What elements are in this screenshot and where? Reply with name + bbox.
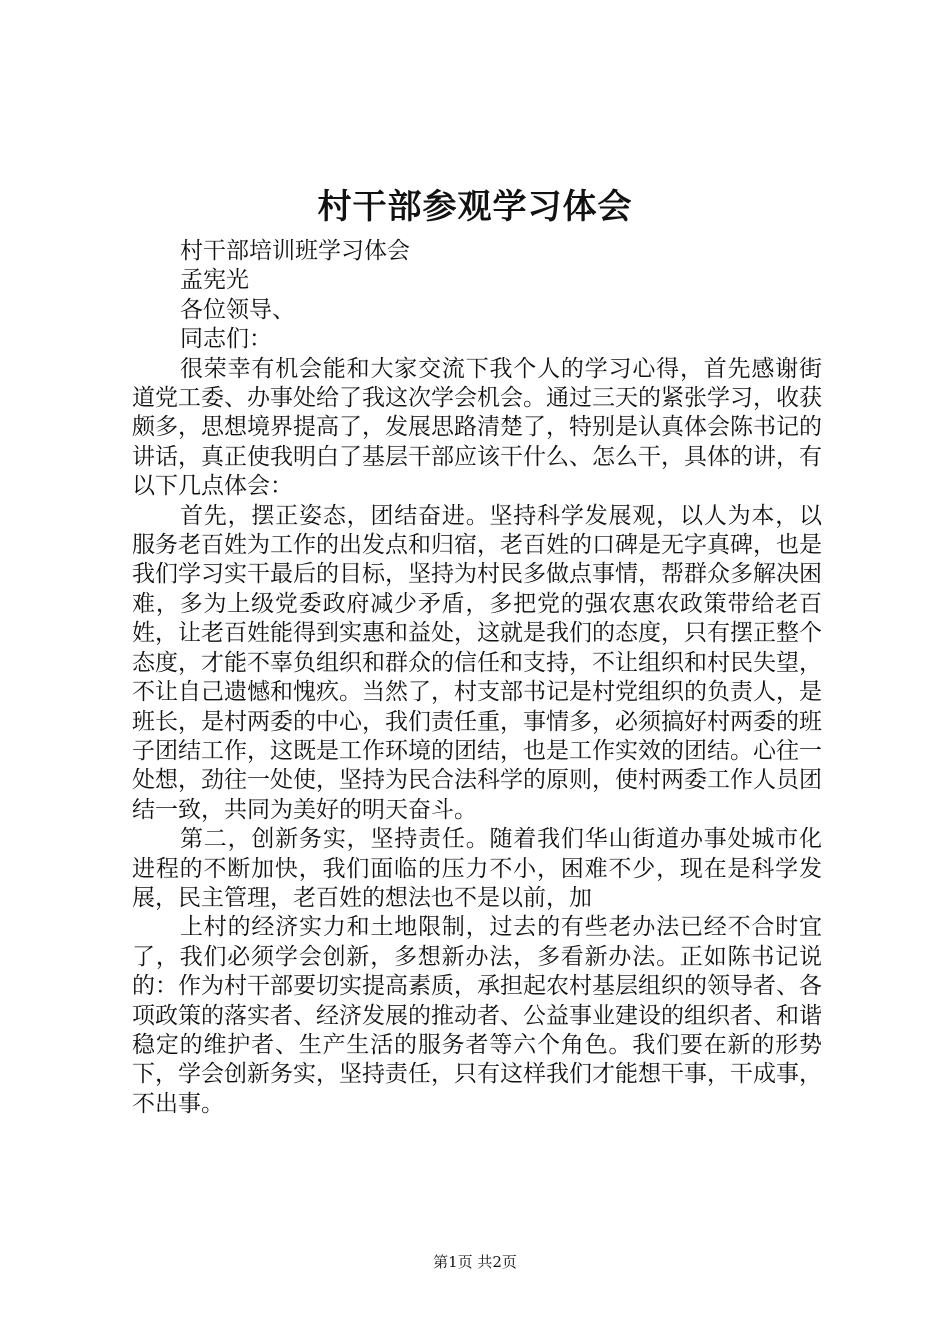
page-number-footer: 第1页 共2页 <box>433 1253 517 1271</box>
subtitle-line: 村干部培训班学习体会 <box>180 238 410 264</box>
document-body <box>132 237 822 1119</box>
salutation-line: 各位领导、 <box>180 296 295 323</box>
salutation-line: 同志们： <box>180 326 272 353</box>
body-paragraph: 第二，创新务实，坚持责任。随着我们华山街道办事处城市化进程的不断加快，我们面临的压力不小，困难不少，现在是科学发展，民主管理，老百姓的想法也不是以前，加 <box>132 826 822 911</box>
body-paragraph: 上村的经济实力和土地限制，过去的有些老办法已经不合时宜了，我们必须学会创新，多想新办法，多看新办法。正如陈书记说的：作为村干部要切实提高素质，承担起农村基层组织的领导者、各项政策的落实者、经济发展的推动者、公益事业建设的组织者、和谐稳定的维护者、生产生活的服务者等六个角色。我们要在新的形势下，学会创新务实，坚持责任，只有这样我们才能想干事，干成事，不出事。 <box>132 914 822 1117</box>
body-paragraph: 首先，摆正姿态，团结奋进。坚持科学发展观，以人为本，以服务老百姓为工作的出发点和归宿，老百姓的口碑是无字真碑，也是我们学习实干最后的目标，坚持为村民多做点事情，帮群众多解决困难，多为上级党委政府减少矛盾，多把党的强农惠农政策带给老百姓，让老百姓能得到实惠和益处，这就是我们的态度，只有摆正整个态度，才能不辜负组织和群众的信任和支持，不让组织和村民失望，不让自己遗憾和愧疚。当然了，村支部书记是村党组织的负责人，是班长，是村两委的中心，我们责任重，事情多，必须搞好村两委的班子团结工作，这既是工作环境的团结，也是工作实效的团结。心往一处想，劲往一处使，坚持为民合法科学的原则，使村两委工作人员团结一致，共同为美好的明天奋斗。 <box>132 502 822 823</box>
body-paragraph: 很荣幸有机会能和大家交流下我个人的学习心得，首先感谢街道党工委、办事处给了我这次学会机会。通过三天的紧张学习，收获颇多，思想境界提高了，发展思路清楚了，特别是认真体会陈书记的讲话，真正使我明白了基层干部应该干什么、怎么干，具体的讲，有以下几点体会： <box>132 355 822 500</box>
document-title: 村干部参观学习体会 <box>317 187 633 227</box>
author-line: 孟宪光 <box>180 267 249 294</box>
